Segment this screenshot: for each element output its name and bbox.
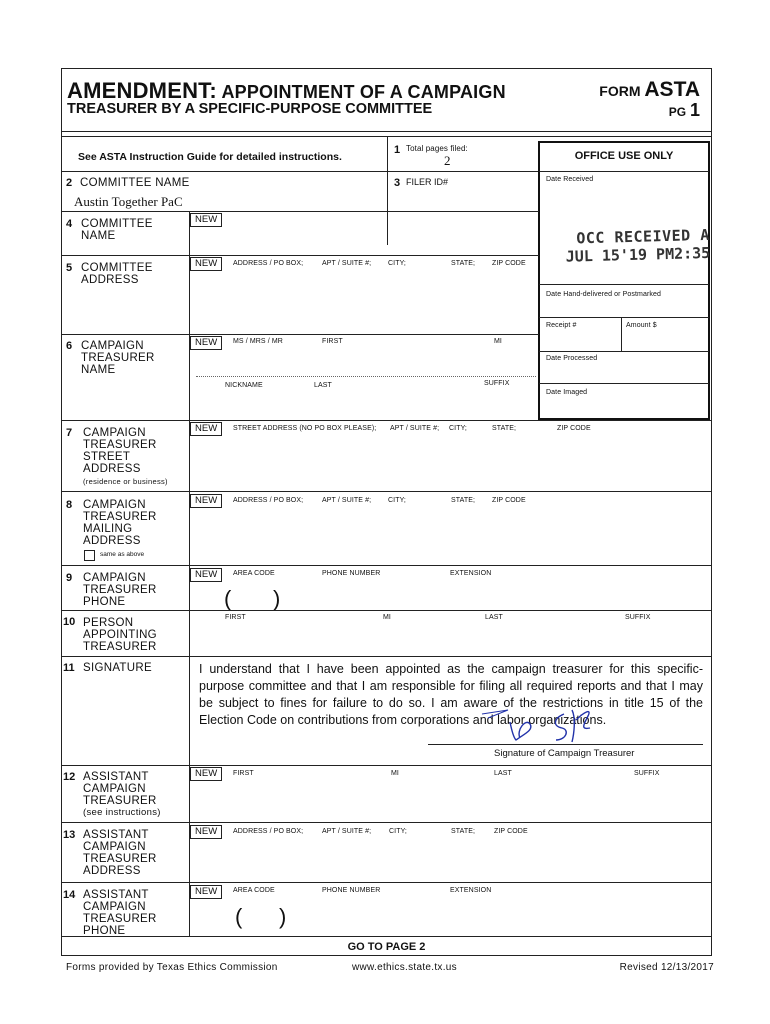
row-14-label-1: ASSISTANT: [83, 889, 149, 901]
row-8-label-3: MAILING: [83, 523, 133, 535]
field-label: LAST: [314, 382, 332, 389]
row-11-label: SIGNATURE: [83, 662, 152, 674]
row-10-label-2: APPOINTING: [83, 629, 157, 641]
committee-name-value[interactable]: Austin Together PaC: [74, 194, 183, 209]
row-12-label-1: ASSISTANT: [83, 771, 149, 783]
receipt-label: Receipt #: [546, 322, 577, 329]
rule: [61, 334, 539, 335]
hand-delivered-label: Date Hand-delivered or Postmarked: [546, 291, 661, 298]
footer-provider: Forms provided by Texas Ethics Commission: [66, 962, 278, 973]
row-14-label: [83, 889, 157, 937]
field-label: PHONE NUMBER: [322, 887, 381, 894]
row-12-num: 12: [63, 771, 76, 783]
date-processed-label: Date Processed: [546, 355, 598, 362]
row-12-label-2: CAMPAIGN: [83, 783, 146, 795]
field-label: STREET ADDRESS (NO PO BOX PLEASE);: [233, 425, 377, 432]
filer-id-num: 3: [394, 177, 401, 189]
area-code-close-paren: ): [273, 586, 281, 611]
row-7-label-1: CAMPAIGN: [83, 427, 146, 439]
row-13-num: 13: [63, 829, 76, 841]
field-label: STATE;: [492, 425, 517, 432]
row-14-num: 14: [63, 889, 76, 901]
row-7-label-4: ADDRESS: [83, 463, 141, 475]
row-6-label-2: TREASURER: [81, 352, 155, 364]
field-label: MI: [494, 338, 502, 345]
field-label: ADDRESS / PO BOX;: [233, 828, 304, 835]
row-14-label-2: CAMPAIGN: [83, 901, 146, 913]
row-8-label-1: CAMPAIGN: [83, 499, 146, 511]
field-label: APT / SUITE #;: [322, 260, 372, 267]
field-label: MI: [383, 614, 391, 621]
row-12-label: [83, 771, 161, 819]
rule: [539, 383, 709, 384]
field-label: APT / SUITE #;: [322, 497, 372, 504]
field-label: SUFFIX: [625, 614, 651, 621]
rule: [539, 317, 709, 318]
row-7-note: (residence or business): [83, 477, 168, 486]
row-13-label-4: ADDRESS: [83, 865, 141, 877]
field-label: ZIP CODE: [494, 828, 528, 835]
row-13-label: [83, 829, 157, 877]
field-label: LAST: [485, 614, 503, 621]
form-title-line2: TREASURER BY A SPECIFIC-PURPOSE COMMITTEE: [67, 101, 433, 117]
field-label: FIRST: [322, 338, 343, 345]
footer-url: www.ethics.state.tx.us: [352, 962, 457, 973]
pages-filed-value[interactable]: 2: [444, 153, 451, 168]
dotted-separator: [196, 376, 536, 377]
field-label: MI: [391, 770, 399, 777]
row-2-num: 2: [66, 177, 73, 189]
row-8-label-2: TREASURER: [83, 511, 157, 523]
row-4-label-2: NAME: [81, 230, 116, 242]
field-label: NICKNAME: [225, 382, 263, 389]
rule: [61, 565, 712, 566]
stamp-line-2: JUL 15'19 PM2:35: [565, 243, 711, 266]
date-imaged-label: Date Imaged: [546, 389, 588, 396]
field-label: FIRST: [225, 614, 246, 621]
treasurer-signature[interactable]: [480, 704, 600, 746]
signature-line: [428, 744, 703, 745]
new-badge[interactable]: NEW: [190, 494, 222, 508]
row-8-label-4: ADDRESS: [83, 535, 141, 547]
row-6-num: 6: [66, 340, 73, 352]
signature-label: Signature of Campaign Treasurer: [494, 748, 635, 759]
rule: [539, 171, 709, 172]
field-label: EXTENSION: [450, 887, 492, 894]
rule: [61, 882, 712, 883]
row-7-num: 7: [66, 427, 73, 439]
footer-revised: Revised 12/13/2017: [619, 962, 714, 973]
filer-id-label: FILER ID#: [406, 177, 449, 187]
row-4-label: [81, 218, 153, 242]
field-label: ADDRESS / PO BOX;: [233, 260, 304, 267]
field-label: APT / SUITE #;: [322, 828, 372, 835]
field-label: STATE;: [451, 497, 476, 504]
committee-name-label: COMMITTEE NAME: [80, 177, 190, 189]
row-9-num: 9: [66, 572, 73, 584]
row-14-label-4: PHONE: [83, 925, 126, 937]
field-label: CITY;: [389, 828, 407, 835]
new-badge[interactable]: NEW: [190, 568, 222, 582]
new-badge[interactable]: NEW: [190, 422, 222, 436]
header-rule-1: [61, 131, 712, 132]
new-badge[interactable]: NEW: [190, 336, 222, 350]
row-6-label: [81, 340, 155, 376]
row-11-num: 11: [63, 662, 75, 674]
new-badge[interactable]: NEW: [190, 213, 222, 227]
new-badge[interactable]: NEW: [190, 825, 222, 839]
row-7-label-2: TREASURER: [83, 439, 157, 451]
received-stamp: [550, 226, 711, 266]
field-label: FIRST: [233, 770, 254, 777]
rule: [61, 491, 712, 492]
area-code-open-paren: (: [224, 586, 232, 611]
row-10-label-3: TREASURER: [83, 641, 157, 653]
same-as-above-label: same as above: [100, 551, 145, 558]
rule: [61, 822, 712, 823]
amount-label: Amount $: [626, 322, 657, 329]
rule: [61, 610, 712, 611]
page-number: PG 1: [668, 100, 700, 120]
row-13-label-3: TREASURER: [83, 853, 157, 865]
row-10-label: [83, 617, 157, 653]
row-5-label-2: ADDRESS: [81, 274, 139, 286]
row-6-label-1: CAMPAIGN: [81, 340, 144, 352]
area-code-close-paren: ): [279, 904, 287, 929]
row-7-label: [83, 427, 168, 488]
row-6-label-3: NAME: [81, 364, 116, 376]
form-title: AMENDMENT: APPOINTMENT OF A CAMPAIGN: [67, 78, 506, 103]
office-use-title: OFFICE USE ONLY: [574, 150, 674, 162]
row-7-label-3: STREET: [83, 451, 131, 463]
rule: [61, 211, 539, 212]
row-5-label-1: COMMITTEE: [81, 262, 153, 274]
field-label: ZIP CODE: [492, 497, 526, 504]
rule: [61, 936, 712, 937]
signature-stroke: [482, 710, 508, 718]
row-14-label-3: TREASURER: [83, 913, 157, 925]
area-code-open-paren: (: [235, 904, 243, 929]
signature-statement: I understand that I have been appointed as the campaign treasurer for this specific-purpose committee and that I am responsible for filing all required reports and that I may be subject to fines for failure to do so. I am aware of the restrictions in title 15 of the Election Code on contributions from corporations and labor organizations.: [199, 662, 703, 727]
rule: [61, 171, 539, 172]
pages-filed-label: Total pages filed:: [406, 144, 468, 153]
field-label: EXTENSION: [450, 570, 492, 577]
field-label: MS / MRS / MR: [233, 338, 283, 345]
rule: [539, 351, 709, 352]
form-code: FORM ASTA: [599, 78, 700, 101]
row-8-label: [83, 499, 157, 547]
divider: [621, 317, 622, 351]
new-badge[interactable]: NEW: [190, 885, 222, 899]
row-5-label: [81, 262, 153, 286]
new-badge[interactable]: NEW: [190, 257, 222, 271]
field-label: STATE;: [451, 260, 476, 267]
field-label: AREA CODE: [233, 570, 275, 577]
field-label: APT / SUITE #;: [390, 425, 440, 432]
rule: [61, 765, 712, 766]
signature-stroke: [555, 710, 590, 742]
row-12-label-3: TREASURER: [83, 795, 157, 807]
row-9-label: [83, 572, 157, 608]
rule: [61, 255, 539, 256]
field-label: ZIP CODE: [492, 260, 526, 267]
go-to-page-2: GO TO PAGE 2: [347, 941, 426, 953]
divider: [387, 137, 388, 245]
field-label: CITY;: [388, 260, 406, 267]
row-9-label-2: TREASURER: [83, 584, 157, 596]
row-4-label-1: COMMITTEE: [81, 218, 153, 230]
field-label: CITY;: [388, 497, 406, 504]
row-10-label-1: PERSON: [83, 617, 134, 629]
pages-filed-num: 1: [394, 144, 401, 156]
date-received-label: Date Received: [546, 176, 594, 183]
field-label: CITY;: [449, 425, 467, 432]
row-9-label-1: CAMPAIGN: [83, 572, 146, 584]
field-label: SUFFIX: [484, 380, 510, 387]
same-as-above-checkbox[interactable]: [84, 550, 95, 561]
row-9-label-3: PHONE: [83, 596, 126, 608]
rule: [61, 656, 712, 657]
stamp-line-1: OCC RECEIVED A: [576, 225, 710, 248]
field-label: AREA CODE: [233, 887, 275, 894]
row-12-note: (see instructions): [83, 807, 161, 818]
rule: [539, 284, 709, 285]
instructions-text: See ASTA Instruction Guide for detailed instructions.: [78, 151, 342, 163]
field-label: STATE;: [451, 828, 476, 835]
row-4-num: 4: [66, 218, 73, 230]
field-label: ZIP CODE: [557, 425, 591, 432]
new-badge[interactable]: NEW: [190, 767, 222, 781]
signature-stroke: [510, 722, 531, 740]
row-13-label-2: CAMPAIGN: [83, 841, 146, 853]
field-label: SUFFIX: [634, 770, 660, 777]
row-13-label-1: ASSISTANT: [83, 829, 149, 841]
row-5-num: 5: [66, 262, 73, 274]
row-8-num: 8: [66, 499, 73, 511]
field-label: ADDRESS / PO BOX;: [233, 497, 304, 504]
rule: [61, 420, 712, 421]
field-label: LAST: [494, 770, 512, 777]
field-label: PHONE NUMBER: [322, 570, 381, 577]
row-10-num: 10: [63, 616, 76, 628]
